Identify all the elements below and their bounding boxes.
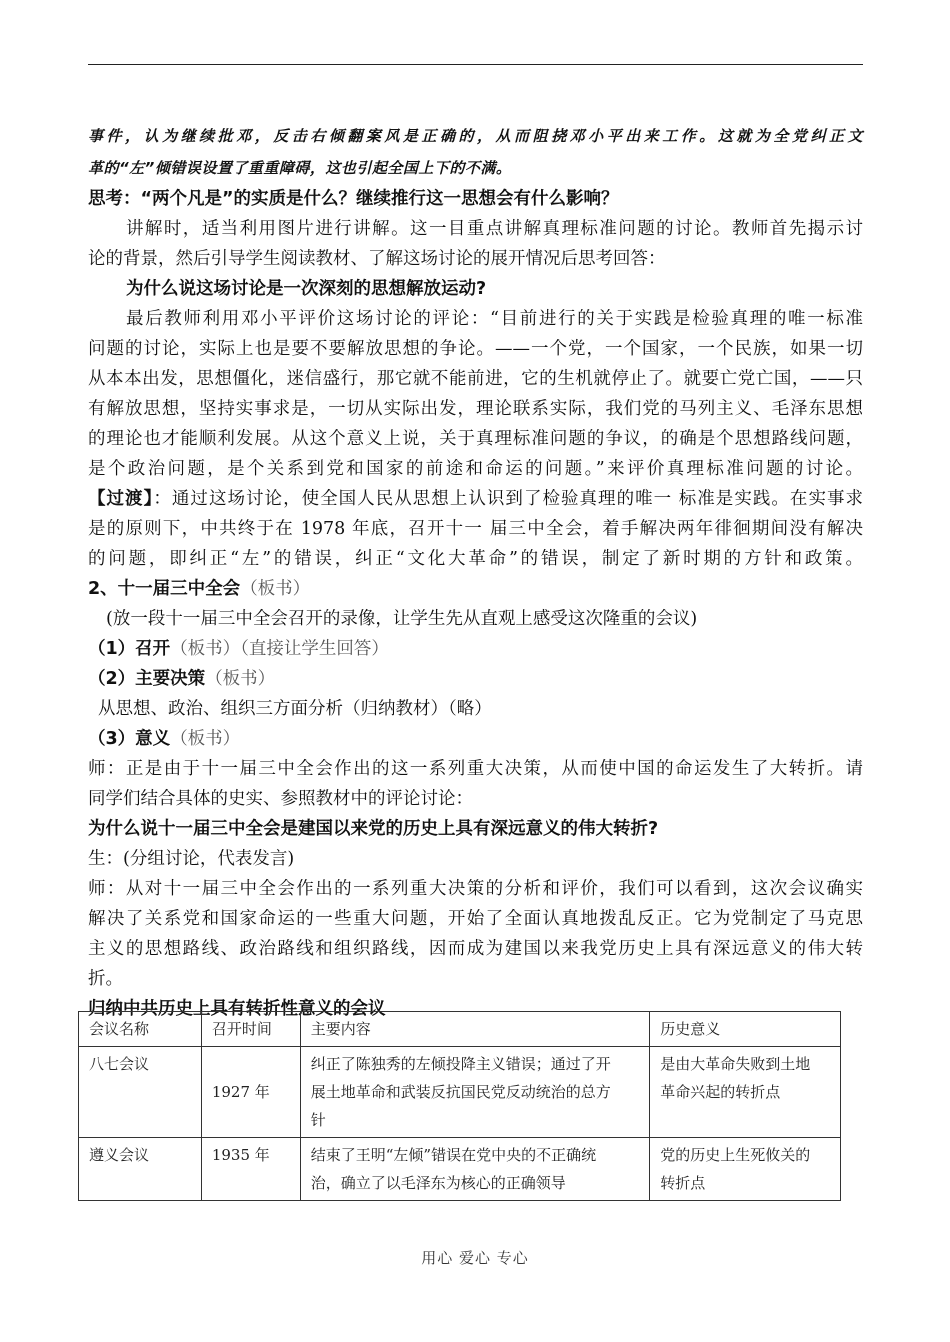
paragraph-line: 从本本出发，思想僵化，迷信盛行，那它就不能前进，它的生机就停止了。就要亡党亡国，——只 <box>88 369 863 389</box>
transition-label: 【过渡】 <box>88 489 154 509</box>
sub-item-note: （板书） <box>170 729 241 749</box>
section-heading <box>88 574 863 604</box>
table-row <box>79 1047 841 1138</box>
sub-item-detail: 从思想、政治、组织三方面分析（归纳教材）（略） <box>98 699 492 719</box>
paragraph-line: 讲解时，适当利用图片进行讲解。这一目重点讲解真理标准问题的讨论。教师首先揭示讨 <box>126 219 863 239</box>
sub-item <box>88 634 863 664</box>
think-question: 思考：“两个凡是”的实质是什么？继续推行这一思想会有什么影响？ <box>88 189 619 209</box>
table-header-cell: 主要内容 <box>300 1012 649 1047</box>
header-rule <box>88 64 863 65</box>
paragraph-line: 的理论也才能顺利发展。从这个意义上说，关于真理标准问题的争议，的确是个思想路线问题， <box>88 429 863 449</box>
meeting-time-cell: 1935 年 <box>201 1138 300 1201</box>
sub-item-title: （3）意义 <box>88 729 171 749</box>
paragraph-line: 是个政治问题，是个关系到党和国家的前途和命运的问题。”来评价真理标准问题的讨论。 <box>88 459 863 479</box>
discussion-question: 为什么说十一届三中全会是建国以来党的历史上具有深远意义的伟大转折? <box>88 819 659 839</box>
paragraph-line: 问题的讨论，实际上也是要不要解放思想的争论。——一个党，一个国家，一个民族，如果一切 <box>88 339 863 359</box>
content-line: 结束了王明“左倾”错误在党中央的不正确统 <box>310 1146 597 1164</box>
meeting-content-cell <box>300 1138 649 1201</box>
transition-line: 是的原则下，中共终于在 1978 年底，召开十一 届三中全会，着手解决两年徘徊期间没有解决 <box>88 519 863 539</box>
teacher-line: 主义的思想路线、政治路线和组织路线，因而成为建国以来我党历史上具有深远意义的伟大转 <box>88 939 863 959</box>
sub-item-title: （1）召开 <box>88 639 171 659</box>
sub-item-note: （板书） <box>205 669 276 689</box>
teacher-line: 师：正是由于十一届三中全会作出的这一系列重大决策，从而使中国的命运发生了大转折。请 <box>88 759 863 779</box>
meeting-meaning-cell <box>650 1047 841 1138</box>
table-header-cell: 历史意义 <box>650 1012 841 1047</box>
meeting-name-cell: 八七会议 <box>79 1047 202 1138</box>
meeting-content-cell <box>300 1047 649 1138</box>
table-row <box>79 1138 841 1201</box>
meeting-time-cell: 1927 年 <box>201 1047 300 1138</box>
meaning-line: 转折点 <box>660 1174 706 1192</box>
table-header-cell: 会议名称 <box>79 1012 202 1047</box>
teacher-line: 折。 <box>88 969 123 989</box>
teacher-line: 解决了关系党和国家命运的一些重大问题，开始了全面认真地拨乱反正。它为党制定了马克思 <box>88 909 863 929</box>
section-title: 2、十一届三中全会 <box>88 579 241 599</box>
sub-item-note: （板书）（直接让学生回答） <box>170 639 389 659</box>
intro-line: 革的“左”倾错误设置了重重障碍，这也引起全国上下的不满。 <box>88 159 512 177</box>
table-title: 归纳中共历史上具有转折性意义的会议 <box>88 999 386 1019</box>
meetings-table <box>78 1011 841 1201</box>
content-line: 展土地革命和武装反抗国民党反动统治的总方 <box>310 1083 611 1101</box>
discussion-question: 为什么说这场讨论是一次深刻的思想解放运动? <box>126 279 487 299</box>
video-note: (放一段十一届三中全会召开的录像，让学生先从直观上感受这次隆重的会议) <box>106 609 698 629</box>
sub-item <box>88 724 863 754</box>
paragraph-line: 论的背景，然后引导学生阅读教材、了解这场讨论的展开情况后思考回答： <box>88 249 666 269</box>
table-header-row <box>79 1012 841 1047</box>
page-footer: 用心 爱心 专心 <box>421 1249 529 1267</box>
content-line: 针 <box>310 1111 326 1129</box>
meeting-name-cell: 遵义会议 <box>79 1138 202 1201</box>
sub-item <box>88 664 863 694</box>
meaning-line: 是由大革命失败到土地 <box>660 1055 811 1073</box>
meeting-meaning-cell <box>650 1138 841 1201</box>
content-line: 治，确立了以毛泽东为核心的正确领导 <box>310 1174 566 1192</box>
page-body <box>88 120 863 1024</box>
content-line: 纠正了陈独秀的左倾投降主义错误；通过了开 <box>310 1055 611 1073</box>
transition-text: ：通过这场讨论，使全国人民从思想上认识到了检验真理的唯一 标准是实践。在实事求 <box>153 489 864 509</box>
intro-line: 事件，认为继续批邓，反击右倾翻案风是正确的，从而阻挠邓小平出来工作。这就为全党纠正文 <box>88 127 863 145</box>
student-line: 生：(分组讨论，代表发言) <box>88 849 295 869</box>
paragraph-line: 有解放思想，坚持实事求是，一切从实际出发，理论联系实际，我们党的马列主义、毛泽东思想 <box>88 399 863 419</box>
table-header-cell: 召开时间 <box>201 1012 300 1047</box>
teacher-line: 师：从对十一届三中全会作出的一系列重大决策的分析和评价，我们可以看到，这次会议确实 <box>88 879 863 899</box>
section-note: （板书） <box>240 579 311 599</box>
meaning-line: 革命兴起的转折点 <box>660 1083 781 1101</box>
sub-item-title: （2）主要决策 <box>88 669 206 689</box>
transition-line: 的问题，即纠正“左”的错误，纠正“文化大革命”的错误，制定了新时期的方针和政策。 <box>88 549 863 569</box>
paragraph-line: 最后教师利用邓小平评价这场讨论的评论：“目前进行的关于实践是检验真理的唯一标准 <box>126 309 863 329</box>
meaning-line: 党的历史上生死攸关的 <box>660 1146 811 1164</box>
transition-line <box>88 484 863 514</box>
teacher-line: 同学们结合具体的史实、参照教材中的评论讨论： <box>88 789 473 809</box>
